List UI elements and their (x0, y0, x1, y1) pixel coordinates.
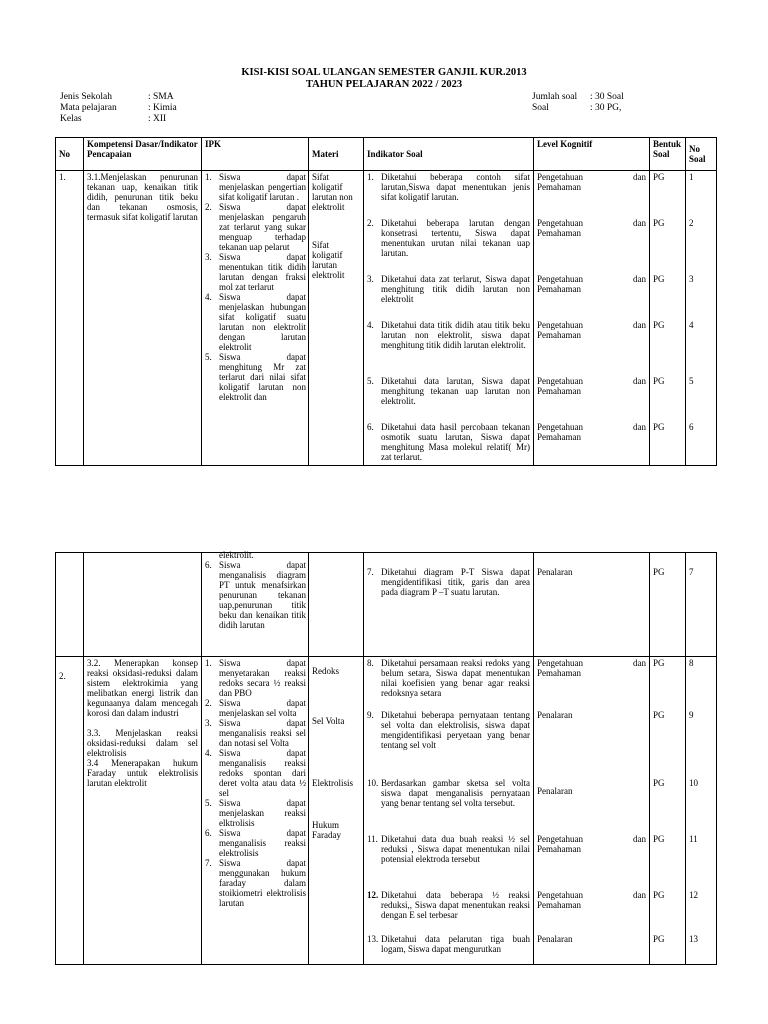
meta-value: : XII (148, 114, 167, 124)
bentuk-item: PG (653, 376, 665, 386)
indikator-item: 1. Diketahui beberapa contoh sifat larutan,Siswa dapat menentukan jenis sifat koligatif larutan. (367, 172, 530, 202)
meta-label: Jenis Sekolah (60, 92, 112, 102)
bentuk-item: PG (653, 218, 665, 228)
level-item: Pengetahuan dan Pemahaman (537, 422, 646, 442)
table-row (56, 171, 717, 466)
bentuk-item: PG (653, 422, 665, 432)
nosoal-cell (686, 657, 717, 965)
materi-item: Sifat koligatif larutan elektrolit (312, 240, 345, 280)
meta-right (532, 92, 624, 114)
meta-value: : Kimia (148, 103, 177, 113)
materi-cell (309, 657, 364, 965)
level-item: Pengetahuan dan Pemahaman (537, 658, 646, 678)
row-number: 1. (56, 171, 84, 466)
bentuk-item: PG (653, 934, 665, 944)
bentuk-item: PG (653, 320, 665, 330)
nosoal-cell (686, 171, 717, 466)
meta-left (60, 92, 177, 125)
row-number (56, 553, 84, 657)
meta-label: Kelas (60, 114, 82, 124)
nosoal-item: 1 (689, 172, 694, 182)
materi-item: Sel Volta (312, 716, 345, 726)
meta-label: Mata pelajaran (60, 103, 117, 113)
indikator-item: 10. Berdasarkan gambar sketsa sel volta siswa dapat menganalisis pernyataan yang benar tentang sel volta tersebut. (367, 778, 530, 808)
meta-value: : 30 PG, (590, 103, 622, 113)
ipk-item: 3. Siswa dapat menentukan titik didih larutan dengan fraksi mol zat terlarut (205, 252, 306, 292)
level-item: Pengetahuan dan Pemahaman (537, 376, 646, 396)
level-item: Pengetahuan dan Pemahaman (537, 834, 646, 854)
nosoal-item: 13 (689, 934, 698, 944)
level-item: Pengetahuan dan Pemahaman (537, 218, 646, 238)
materi-cell (309, 553, 364, 657)
kompetensi-cell: 3.1.Menjelaskan penurunan tekanan uap, kenaikan titik didih, penurunan titik beku dan tekanan osmosis, termasuk sifat koligatif larutan (84, 171, 202, 466)
nosoal-item: 12 (689, 890, 698, 900)
level-cell (534, 171, 650, 466)
nosoal-item: 6 (689, 422, 694, 432)
ipk-item: 3. Siswa dapat menganalisis reaksi sel dan notasi sel Volta (205, 718, 306, 748)
kompetensi-cell (84, 657, 202, 965)
kompetensi-item: 3.3. Menjelaskan reaksi oksidasi-reduksi dalam sel elektrolisis (87, 728, 198, 758)
bentuk-item: PG (653, 834, 665, 844)
ipk-cell (202, 657, 309, 965)
ipk-cell (202, 171, 309, 466)
nosoal-item: 8 (689, 658, 694, 668)
ipk-item: 2. Siswa dapat menjelaskan pengaruh zat terlarut yang sukar menguap terhadap tekanan uap pelarut (205, 202, 306, 252)
materi-cell (309, 171, 364, 466)
ipk-item: 1. Siswa dapat menyetarakan reaksi redoks secara ½ reaksi dan PBO (205, 658, 306, 698)
materi-item: Redoks (312, 666, 339, 676)
indikator-cell (364, 171, 534, 466)
table-row (56, 553, 717, 657)
indikator-item: 6. Diketahui data hasil percobaan tekanan osmotik suatu larutan, Siswa dapat menghitung Masa molekul relatif( Mr) zat terlarut. (367, 422, 530, 462)
indikator-item: 5. Diketahui data larutan, Siswa dapat menghitung tekanan uap larutan non elektrolit. (367, 376, 530, 406)
ipk-item: 7. Siswa dapat menggunakan hukum faraday dalam stoikiometri elektrolisis larutan (205, 858, 306, 908)
kompetensi-cell (84, 553, 202, 657)
ipk-item: 5. Siswa dapat menghitung Mr zat terlarut dari nilai sifat koligatif larutan non elektrolit dan (205, 352, 306, 402)
nosoal-cell (686, 553, 717, 657)
bentuk-item: PG (653, 890, 665, 900)
meta-value: : 30 Soal (590, 92, 624, 102)
header-bentuk: Bentuk Soal (650, 138, 686, 171)
materi-item: Hukum Faraday (312, 820, 341, 840)
header-nosoal: No Soal (686, 138, 717, 171)
ipk-item: 5. Siswa dapat menjelaskan reaksi elktrolisis (205, 798, 306, 828)
meta-label: Soal (532, 103, 549, 113)
indikator-cell (364, 553, 534, 657)
header-no: No (56, 138, 84, 171)
level-item: Penalaran (537, 710, 573, 720)
document-subtitle: TAHUN PELAJARAN 2022 / 2023 (305, 79, 463, 90)
header-kompetensi: Kompetensi Dasar/Indikator Pencapaian (84, 138, 202, 171)
indikator-item: 9. Diketahui beberapa pernyataan tentang sel volta dan elektrolisis, siswa dapat mengidentifikasi peryetaan yang benar tentang sel volt (367, 710, 530, 750)
meta-value: : SMA (148, 92, 174, 102)
nosoal-item: 3 (689, 274, 694, 284)
level-cell (534, 657, 650, 965)
ipk-item: 2. Siswa dapat menjelaskan sel volta (205, 698, 306, 718)
level-item: Penalaran (537, 786, 573, 796)
bentuk-item: PG (653, 778, 665, 788)
table-header-row (56, 138, 717, 171)
indikator-item: 3. Diketahui data zat terlarut, Siswa dapat menghitung titik didih larutan non elektrolit (367, 274, 530, 304)
header-materi: Materi (309, 138, 364, 171)
nosoal-item: 4 (689, 320, 694, 330)
meta-label: Jumlah soal (532, 92, 578, 102)
indikator-cell (364, 657, 534, 965)
ipk-item: 4. Siswa dapat menjelaskan hubungan sifat koligatif suatu larutan non elektrolit dengan larutan elektrolit (205, 292, 306, 352)
ipk-cell (202, 550, 309, 657)
header-level: Level Kognitif (534, 138, 650, 171)
ipk-continuation: elektrolit. (219, 550, 254, 560)
level-item: Penalaran (537, 567, 573, 577)
nosoal-item: 10 (689, 778, 698, 788)
level-item: Penalaran (537, 934, 573, 944)
ipk-item: 6. Siswa dapat menganalisis diagram PT untuk menafsirkan penurunan tekanan uap,penurunan titik beku dan kenaikan titik didih larutan (205, 560, 306, 630)
indikator-item: 4. Diketahui data titik didih atau titik beku larutan non elektrolit, siswa dapat menghitung titik didih larutan elektrolit. (367, 320, 530, 350)
materi-item: Elektrolisis (312, 778, 353, 788)
ipk-item: 4. Siswa dapat menganalisis reaksi redoks spontan dari deret volta atau data ½ sel (205, 748, 306, 798)
level-item: Pengetahuan dan Pemahaman (537, 320, 646, 340)
header-indikator: Indikator Soal (364, 138, 534, 171)
bentuk-item: PG (653, 658, 665, 668)
kisi-kisi-table-page1 (55, 137, 717, 466)
level-item: Pengetahuan dan Pemahaman (537, 274, 646, 294)
ipk-item: 6. Siswa dapat menganalisis reaksi elektrolisis (205, 828, 306, 858)
bentuk-cell (650, 553, 686, 657)
indikator-item: 8. Diketahui persamaan reaksi redoks yang belum setara, Siswa dapat menentukan nilai koefisien yang benar agar reaksi redoksnya setara (367, 658, 530, 698)
kompetensi-item: 3.4 Menerapakan hukum Faraday untuk elektrolisis larutan elektrolit (87, 758, 198, 788)
materi-item: Sifat koligatif larutan non elektrolit (312, 172, 353, 212)
bentuk-cell (650, 171, 686, 466)
kompetensi-item: 3.2. Menerapkan konsep reaksi oksidasi-reduksi dalam sistem elektrokimia yang melibatkan energi listrik dan kegunaanya dalam mencegah korosi dan dalam industri (87, 658, 198, 718)
nosoal-item: 11 (689, 834, 698, 844)
bentuk-cell (650, 657, 686, 965)
kisi-kisi-table-page2 (55, 552, 717, 965)
header-ipk: IPK (202, 138, 309, 171)
bentuk-item: PG (653, 172, 665, 182)
indikator-item: 11. Diketahui data dua buah reaksi ½ sel reduksi , Siswa dapat menentukan nilai potensial elektroda tersebut (367, 834, 530, 864)
indikator-item: 2. Diketahui beberapa larutan dengan konsetrasi tertentu, Siswa dapat menentukan urutan nilai tekanan uap larutan. (367, 218, 530, 258)
level-cell (534, 553, 650, 657)
level-item: Pengetahuan dan Pemahaman (537, 890, 646, 910)
bentuk-item: PG (653, 274, 665, 284)
indikator-item: 7. Diketahui diagram P-T Siswa dapat mengidentifikasi titik, garis dan area pada diagram P –T suatu larutan. (367, 567, 530, 597)
document-title: KISI-KISI SOAL ULANGAN SEMESTER GANJIL KUR.2013 (241, 67, 527, 78)
nosoal-item: 5 (689, 376, 694, 386)
indikator-item: 13. Diketahui data pelarutan tiga buah logam, Siswa dapat mengurutkan (367, 934, 530, 954)
nosoal-item: 7 (689, 567, 694, 577)
table-row (56, 657, 717, 965)
bentuk-item: PG (653, 567, 665, 577)
row-number: 2. (56, 657, 84, 965)
level-item: Pengetahuan dan Pemahaman (537, 172, 646, 192)
nosoal-item: 9 (689, 710, 694, 720)
nosoal-item: 2 (689, 218, 694, 228)
ipk-item: 1. Siswa dapat menjelaskan pengertian sifat koligatif larutan . (205, 172, 306, 202)
bentuk-item: PG (653, 710, 665, 720)
indikator-item: 12. Diketahui data beberapa ½ reaksi reduksi,, Siswa dapat menentukan reaksi dengan E sel terbesar (367, 890, 530, 920)
